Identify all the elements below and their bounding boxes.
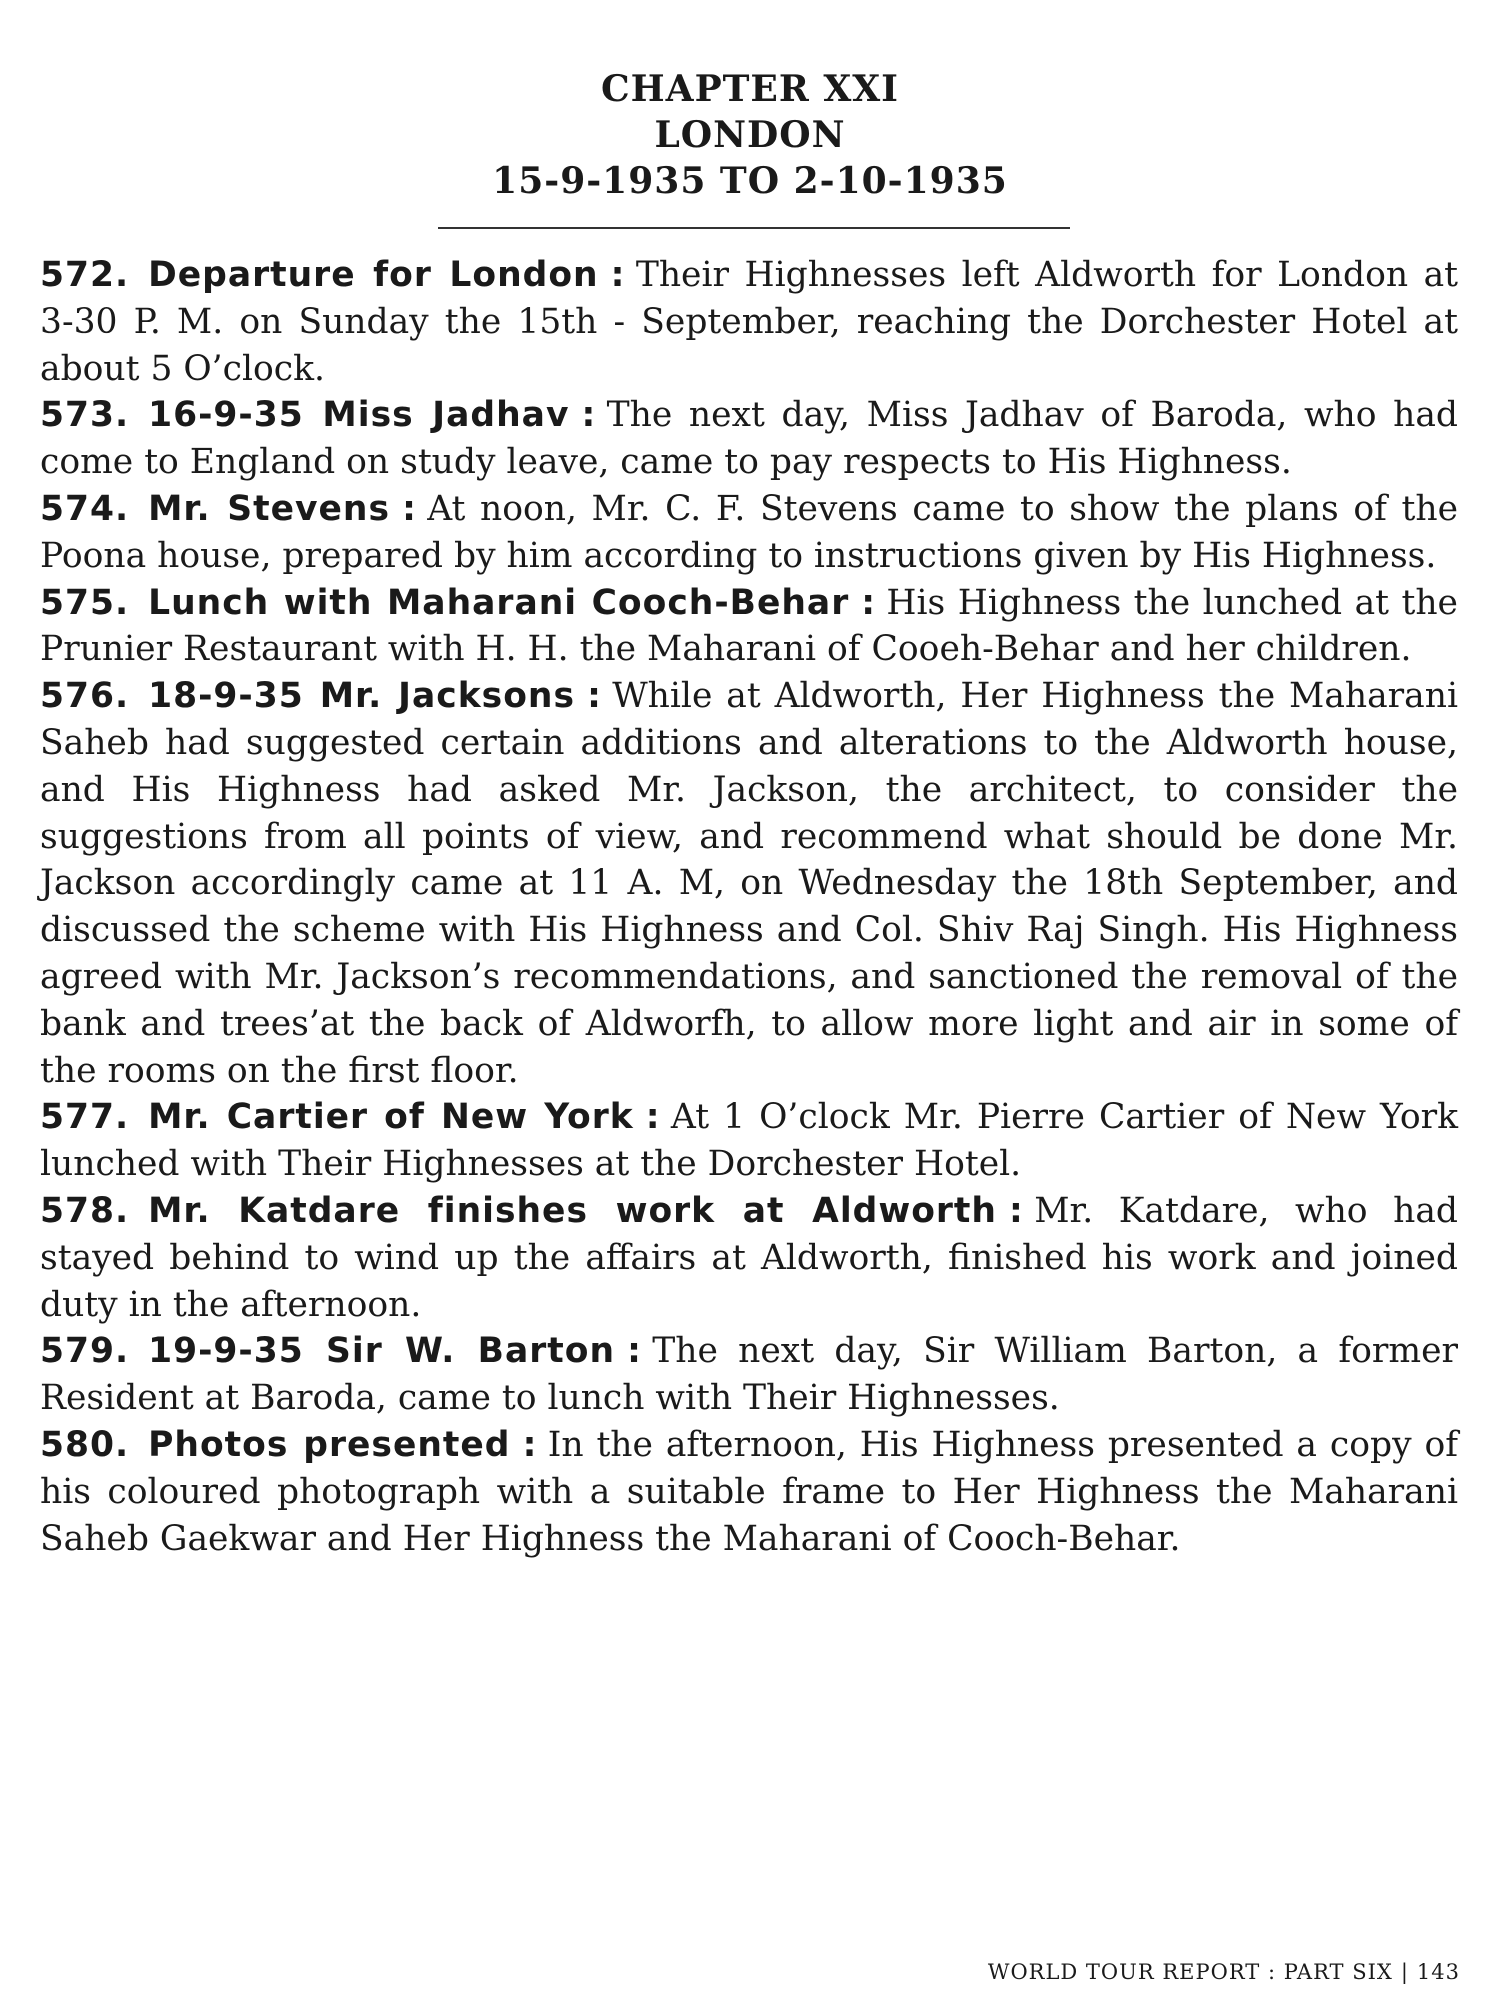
page-footer [988,1960,1460,1984]
entry-text: The next day, Sir William Barton, a former Resident at Baroda, came to lunch with Their Highnesses. [40,1331,1459,1419]
entry-title: 18-9-35 Mr. Jacksons [148,676,576,717]
entry-text: At noon, Mr. C. F. Stevens came to show the plans of the Poona house, prepared by him according to instructions given by His Highness. [40,488,1458,576]
entry-separator: : [627,1331,642,1372]
chapter-header [0,66,1500,204]
entry-separator: : [402,488,417,529]
entries-body [40,252,1458,1562]
entry-number: 573. [40,395,130,436]
entry-text: His Highness the lunched at the Prunier Restaurant with H. H. the Maharani of Cooeh-Behar and her children. [40,582,1458,670]
entry-number: 579. [40,1331,130,1372]
entry-separator: : [645,1097,661,1138]
entry-title: Photos presented [148,1424,511,1465]
entry-number: 580. [40,1424,130,1465]
entry-578 [40,1188,1458,1328]
entry-title: 16-9-35 Miss Jadhav [148,395,570,436]
entry-title: Lunch with Maharani Cooch-Behar [148,582,850,623]
entry-separator: : [581,395,597,436]
chapter-title: CHAPTER XXI [600,68,900,110]
entry-579 [40,1328,1458,1422]
entry-text: While at Aldworth, Her Highness the Maharani Saheb had suggested certain additions and alterations to the Aldworth house, and His Highness had asked Mr. Jackson, the architect, to consider the suggestions from all points of view, and recommend what should be done Mr. Jackson accordingly came at 11 A. M, on Wednesday the 18th September, and discussed the scheme with His Highness and Col. Shiv Raj Singh. His Highness agreed with Mr. Jackson’s recommendations, and sanctioned the removal of the bank and trees’at the back of Aldworfh, to allow more light and air in some of the rooms on the first floor. [40,676,1458,1091]
entry-separator: : [861,582,877,623]
entry-number: 572. [40,255,130,295]
entry-title: Mr. Katdare finishes work at Aldworth [148,1190,997,1231]
entry-574 [40,486,1458,580]
header-divider [438,227,1070,229]
entry-title: Mr. Cartier of New York [148,1097,634,1138]
entry-text: In the afternoon, His Highness presented a copy of his coloured photograph with a suitable frame to Her Highness the Maharani Saheb Gaekwar and Her Highness the Maharani of Cooch-Behar. [40,1424,1458,1559]
chapter-dates: 15-9-1935 TO 2-10-1935 [492,160,1008,202]
entry-573 [40,392,1458,486]
entry-text: Mr. Katdare, who had stayed behind to wind up the affairs at Aldworth, finished his work and joined duty in the afternoon. [40,1190,1458,1325]
entry-text: At 1 O’clock Mr. Pierre Cartier of New York lunched with Their Highnesses at the Dorchester Hotel. [40,1097,1458,1185]
footer-divider: | [1400,1960,1409,1984]
entry-580 [40,1422,1458,1562]
entry-number: 576. [40,676,130,717]
entry-separator: : [1009,1190,1024,1231]
chapter-place: LONDON [654,114,846,156]
entry-number: 577. [40,1097,130,1138]
entry-576 [40,673,1458,1094]
entry-title: 19-9-35 Sir W. Barton [148,1331,616,1372]
entry-572 [40,252,1458,392]
entry-separator: : [587,676,602,717]
entry-text: Their Highnesses left Aldworth for London at 3-30 P. M. on Sunday the 15th - September, reaching the Dorchester Hotel at about 5 O’clock. [40,255,1458,389]
footer-report-title: WORLD TOUR REPORT : PART SIX [987,1960,1393,1984]
entry-number: 574. [40,488,130,529]
entry-number: 578. [40,1190,130,1231]
entry-text: The next day, Miss Jadhav of Baroda, who had come to England on study leave, came to pay respects to His Highness. [40,395,1458,483]
entry-577 [40,1094,1458,1188]
page-number: 143 [1416,1960,1460,1984]
entry-separator: : [610,255,626,295]
entry-575 [40,580,1458,674]
entry-title: Departure for London [148,255,599,295]
entry-separator: : [522,1424,538,1465]
entry-number: 575. [40,582,130,623]
entry-title: Mr. Stevens [148,488,390,529]
